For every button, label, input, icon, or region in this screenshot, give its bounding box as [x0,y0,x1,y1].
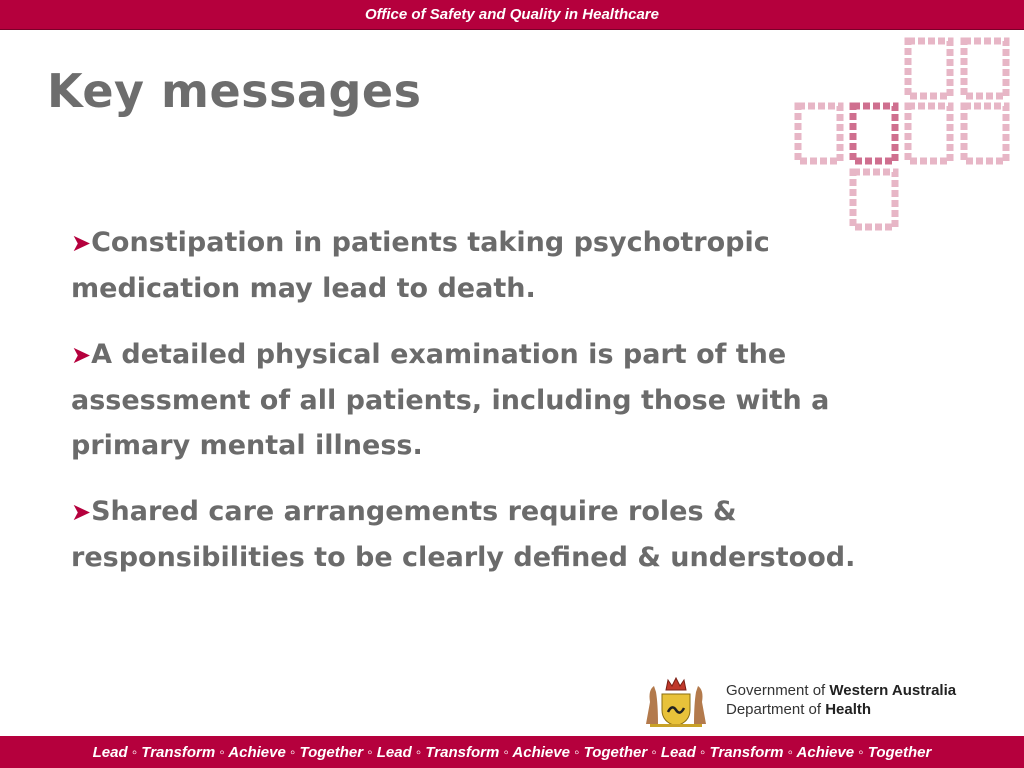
footer-bar [0,736,1024,768]
logo-line2-prefix: Department of [726,701,826,718]
arrow-bullet-icon: ➤ [71,498,92,526]
bullet-item [71,332,871,468]
coat-of-arms-icon [640,672,712,728]
arrow-bullet-icon: ➤ [71,341,92,369]
header-bar [0,0,1024,30]
bullet-text: A detailed physical examination is part of the assessment of all patients, including those with a primary mental illness. [71,339,830,461]
department-line [726,700,956,719]
government-text [726,681,956,719]
slide-title: Key messages [47,64,422,118]
bullet-text: Constipation in patients taking psychotropic medication may lead to death. [71,227,770,304]
header-text: Office of Safety and Quality in Healthcare [365,6,659,23]
square-outline [908,41,1006,96]
logo-line1-bold: Western Australia [829,682,957,699]
logo-line2-bold: Health [825,701,872,718]
arrow-bullet-icon: ➤ [71,229,92,257]
bullet-text: Shared care arrangements require roles & responsibilities to be clearly defined & understood. [71,496,856,573]
square-outline-dark [853,106,895,161]
decorative-squares-graphic [790,34,1015,234]
logo-line1-prefix: Government of [726,682,830,699]
square-outline [798,106,1006,161]
bullet-item [71,489,871,580]
government-logo [640,672,1020,728]
bullet-list [71,220,871,601]
bullet-item [71,220,871,311]
government-line [726,681,956,700]
square-outline [853,172,895,227]
footer-text: Lead ◦ Transform ◦ Achieve ◦ Together ◦ Lead ◦ Transform ◦ Achieve ◦ Together ◦ Lead ◦ Transform ◦ Achieve ◦ Together [92,743,932,761]
